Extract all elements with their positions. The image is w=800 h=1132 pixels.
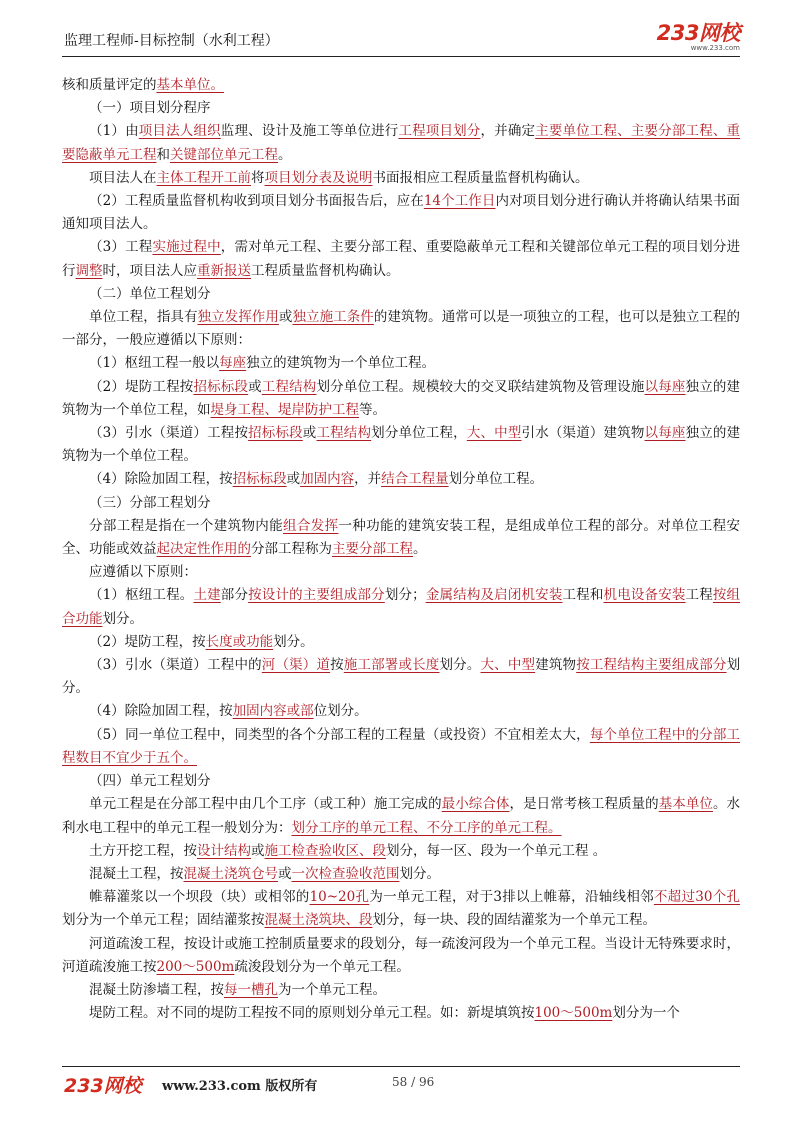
body-text: 划分单位工程。 [448, 471, 544, 488]
paragraph [62, 97, 740, 120]
key-point-text: 组合发挥 [283, 517, 339, 534]
body-text: （1）枢纽工程一般以 [89, 355, 220, 372]
body-text: 将 [251, 169, 265, 186]
key-point-text: 每个单位工程中的分部工程数目不宜少于五个。 [62, 726, 740, 766]
key-point-text: 基本单位 [658, 796, 713, 813]
key-point-text: 100～500m [534, 1005, 613, 1022]
key-point-text: 以每座 [644, 425, 686, 442]
footer-logo: 233网校 [64, 1075, 142, 1097]
body-text: 分部工程是指在一个建筑物内能 [89, 517, 284, 534]
paragraph [62, 167, 740, 190]
body-text: 内对项目划分进行确认并将确认结果书面通知项目法人。 [62, 193, 741, 233]
key-point-text: 调整 [75, 262, 103, 279]
body-text: 建筑物 [535, 657, 577, 674]
paragraph [62, 120, 740, 166]
key-point-text: 基本单位。 [156, 77, 224, 93]
body-text: 划分单位工程。规模较大的交叉联结建筑物及管理设施 [316, 378, 645, 395]
body-text: （2）堤防工程按 [89, 378, 194, 395]
paragraph [62, 979, 740, 1002]
key-point-text: 土建 [193, 587, 221, 604]
paragraph [62, 190, 740, 236]
body-text: 划分。 [102, 610, 143, 627]
body-text: 或 [251, 842, 265, 859]
paragraph [62, 793, 740, 839]
body-text: ，需对单元工程、主要分部工程、重要隐蔽单元工程和关键部位单元工程的项目划分进行 [62, 239, 741, 279]
paragraph [62, 352, 740, 375]
body-text: 为一单元工程，对于3排以上帷幕，沿轴线相邻 [369, 889, 654, 906]
body-text: （四）单元工程划分 [89, 773, 211, 790]
body-text: 引水（渠道）建筑物 [521, 425, 645, 442]
body-text: 独立的建筑物为一个单位工程。 [62, 425, 741, 465]
paragraph [62, 515, 740, 561]
key-point-text: 招标标段 [193, 378, 249, 395]
body-text: 为一个单元工程。 [278, 981, 386, 998]
key-point-text: 一次检查验收范围 [291, 865, 400, 882]
paragraph [62, 631, 740, 654]
body-text: 帷幕灌浆以一个坝段（块）或相邻的 [89, 889, 310, 906]
brand-logo [657, 22, 740, 52]
body-text: 时，项目法人应 [102, 262, 197, 279]
key-point-text: 加固内容 [300, 471, 355, 488]
paragraph [62, 422, 740, 468]
body-text: 一种功能的建筑安装工程，是组成单位工程的部分。对单位工程安全、功能或效益 [62, 517, 741, 558]
body-text: 或 [248, 378, 262, 395]
body-text: 划分，每一块、段的固结灌浆为一个单元工程。 [372, 912, 656, 929]
key-point-text: 14个工作日 [423, 193, 496, 210]
body-text: ，并确定 [480, 123, 536, 140]
key-point-text: 起决定性作用的 [156, 541, 251, 558]
body-text: （3）引水（渠道）工程中的 [89, 657, 262, 674]
body-text: 疏浚段划分为一个单元工程。 [234, 958, 410, 975]
key-point-text: 不超过30个孔 [653, 889, 740, 906]
body-text: 划分，每一区、段为一个单元工程 。 [386, 842, 607, 859]
footer-copyright: www.233.com 版权所有 [162, 1079, 318, 1094]
page-number: 58 / 96 [392, 1075, 435, 1089]
paragraph [62, 492, 740, 515]
body-text: 划分。 [399, 865, 440, 882]
body-text: 项目法人在 [89, 169, 157, 186]
body-text: 和 [156, 146, 170, 163]
key-point-text: 堤身工程、堤岸防护工程 [210, 401, 359, 418]
body-text: ，是日常考核工程质量的 [509, 796, 659, 813]
body-text: 单位工程，指具有 [89, 309, 198, 326]
paragraph [62, 886, 740, 932]
body-text: 。水利水电工程中的单元工程一般划分为： [62, 796, 741, 836]
key-point-text: 按工程结构主要组成部分 [576, 657, 727, 674]
key-point-text: 设计结构 [197, 842, 251, 859]
paragraph [62, 863, 740, 886]
body-text: 书面报相应工程质量监督机构确认。 [372, 169, 589, 186]
body-text: 或 [278, 865, 292, 882]
key-point-text: 200～500m [156, 958, 235, 975]
key-point-text: 按设计的主要组成部分 [248, 587, 385, 604]
body-text: （5）同一单位工程中，同类型的各个分部工程的工程量（或投资）不宜相差太大， [89, 726, 590, 743]
key-point-text: 10~20孔 [309, 889, 370, 906]
key-point-text: 结合工程量 [381, 471, 449, 488]
body-text: （1）由 [89, 123, 139, 140]
body-text: 划分。 [273, 633, 314, 650]
key-point-text: 实施过程中 [152, 239, 221, 256]
key-point-text: 混凝土浇筑仓号 [183, 865, 278, 882]
paragraph [62, 584, 740, 630]
page-footer [62, 1066, 740, 1095]
paragraph [62, 840, 740, 863]
body-text: （3）工程 [89, 239, 153, 256]
document-body [62, 74, 740, 1025]
key-point-text: 工程项目划分 [398, 123, 481, 140]
body-text: 划分单位工程， [371, 425, 467, 442]
body-text: 监理、设计及施工等单位进行 [220, 123, 399, 140]
paragraph [62, 1002, 740, 1025]
logo-url: www.233.com [690, 44, 740, 52]
key-point-text: 重新报送 [197, 262, 251, 279]
paragraph [62, 933, 740, 979]
body-text: （4）除险加固工程，按 [89, 471, 233, 488]
key-point-text: 河（渠）道 [261, 657, 331, 674]
body-text: 位划分。 [313, 703, 368, 720]
body-text: （一）项目划分程序 [89, 100, 211, 117]
paragraph [62, 700, 740, 723]
key-point-text: 按组合功能 [62, 587, 741, 627]
body-text: 等。 [359, 401, 386, 418]
paragraph [62, 236, 740, 282]
key-point-text: 大、中型 [466, 425, 522, 442]
paragraph [62, 770, 740, 793]
body-text: （三）分部工程划分 [89, 494, 211, 511]
paragraph [62, 74, 740, 97]
body-text: 工程 [685, 587, 713, 604]
paragraph [62, 561, 740, 584]
key-point-text: 工程结构 [261, 378, 317, 395]
body-text: 独立的建筑物为一个单位工程。 [246, 355, 436, 372]
key-point-text: 项目划分表及说明 [264, 169, 373, 186]
key-point-text: 大、中型 [480, 657, 536, 674]
key-point-text: 施工部署或长度 [343, 657, 440, 674]
page-header [62, 22, 740, 57]
key-point-text: 招标标段 [232, 471, 287, 488]
body-text: 。 [278, 146, 292, 163]
body-text: 核和质量评定的 [62, 77, 157, 93]
body-text: （4）除险加固工程，按 [89, 703, 233, 720]
key-point-text: 施工检查验收区、段 [264, 842, 386, 859]
body-text: 。 [413, 541, 427, 558]
body-text: 混凝土防渗墙工程，按 [89, 981, 224, 998]
body-text: 或 [286, 471, 301, 488]
body-text: 分部工程称为 [251, 541, 332, 558]
key-point-text: 划分工序的单元工程、不分工序的单元工程。 [291, 819, 562, 836]
body-text: 独立的建筑物为一个单位工程，如 [62, 378, 741, 418]
key-point-text: 主要分部工程 [332, 541, 413, 558]
body-text: 或 [278, 309, 293, 326]
body-text: 划分为一个 [612, 1005, 680, 1022]
key-point-text: 主要单位工程、主要分部工程、重要隐蔽单元工程 [62, 123, 741, 163]
body-text: 部分 [220, 587, 249, 604]
key-point-text: 金属结构及启闭机安装 [425, 587, 563, 604]
key-point-text: 机电设备安装 [603, 587, 686, 604]
key-point-text: 加固内容或部 [232, 703, 314, 720]
body-text: 河道疏浚工程，按设计或施工控制质量要求的段划分，每一疏浚河段为一个单元工程。当设计无特殊要求时，河道疏浚施工按 [62, 935, 740, 975]
body-text: 应遵循以下原则： [89, 564, 197, 581]
body-text: 单元工程是在分部工程中由几个工序（或工种）施工完成的 [89, 796, 442, 813]
paragraph [62, 283, 740, 306]
body-text: 堤防工程。对不同的堤防工程按不同的原则划分单元工程。如：新堤填筑按 [89, 1005, 535, 1022]
body-text: 划分。 [439, 657, 481, 674]
body-text: 划分； [384, 587, 426, 604]
paragraph [62, 468, 740, 491]
key-point-text: 每一槽孔 [224, 981, 278, 998]
body-text: 或 [302, 425, 317, 442]
body-text: 划分为一个单元工程；固结灌浆按 [62, 912, 265, 929]
key-point-text: 独立施工条件 [292, 309, 374, 326]
key-point-text: 以每座 [644, 378, 686, 395]
body-text: （3）引水（渠道）工程按 [89, 425, 249, 442]
key-point-text: 独立发挥作用 [197, 309, 279, 326]
paragraph [62, 306, 740, 352]
key-point-text: 长度或功能 [205, 633, 274, 650]
body-text: 土方开挖工程，按 [89, 842, 197, 859]
body-text: 工程质量监督机构确认。 [251, 262, 400, 279]
key-point-text: 每座 [219, 355, 247, 372]
document-title: 监理工程师-目标控制（水利工程） [64, 33, 279, 49]
key-point-text: 混凝土浇筑块、段 [264, 912, 373, 929]
body-text: 的建筑物。通常可以是一项独立的工程，也可以是独立工程的一部分，一般应遵循以下原则： [62, 309, 741, 349]
body-text: 划分。 [62, 657, 741, 697]
body-text: （2）堤防工程，按 [89, 633, 206, 650]
body-text: 工程和 [562, 587, 604, 604]
body-text: （1）枢纽工程。 [89, 587, 194, 604]
key-point-text: 招标标段 [248, 425, 303, 442]
key-point-text: 主体工程开工前 [156, 169, 251, 186]
body-text: 按 [330, 657, 344, 674]
body-text: （2）工程质量监督机构收到项目划分书面报告后，应在 [89, 193, 424, 210]
body-text: （二）单位工程划分 [89, 285, 211, 302]
paragraph [62, 724, 740, 770]
logo-text: 233网校 [656, 21, 740, 45]
paragraph [62, 654, 740, 700]
paragraph [62, 376, 740, 422]
key-point-text: 最小综合体 [441, 796, 510, 813]
body-text: 混凝土工程，按 [89, 865, 184, 882]
key-point-text: 项目法人组织 [138, 123, 221, 140]
key-point-text: 关键部位单元工程 [170, 146, 278, 163]
key-point-text: 工程结构 [316, 425, 372, 442]
body-text: ，并 [354, 471, 382, 488]
